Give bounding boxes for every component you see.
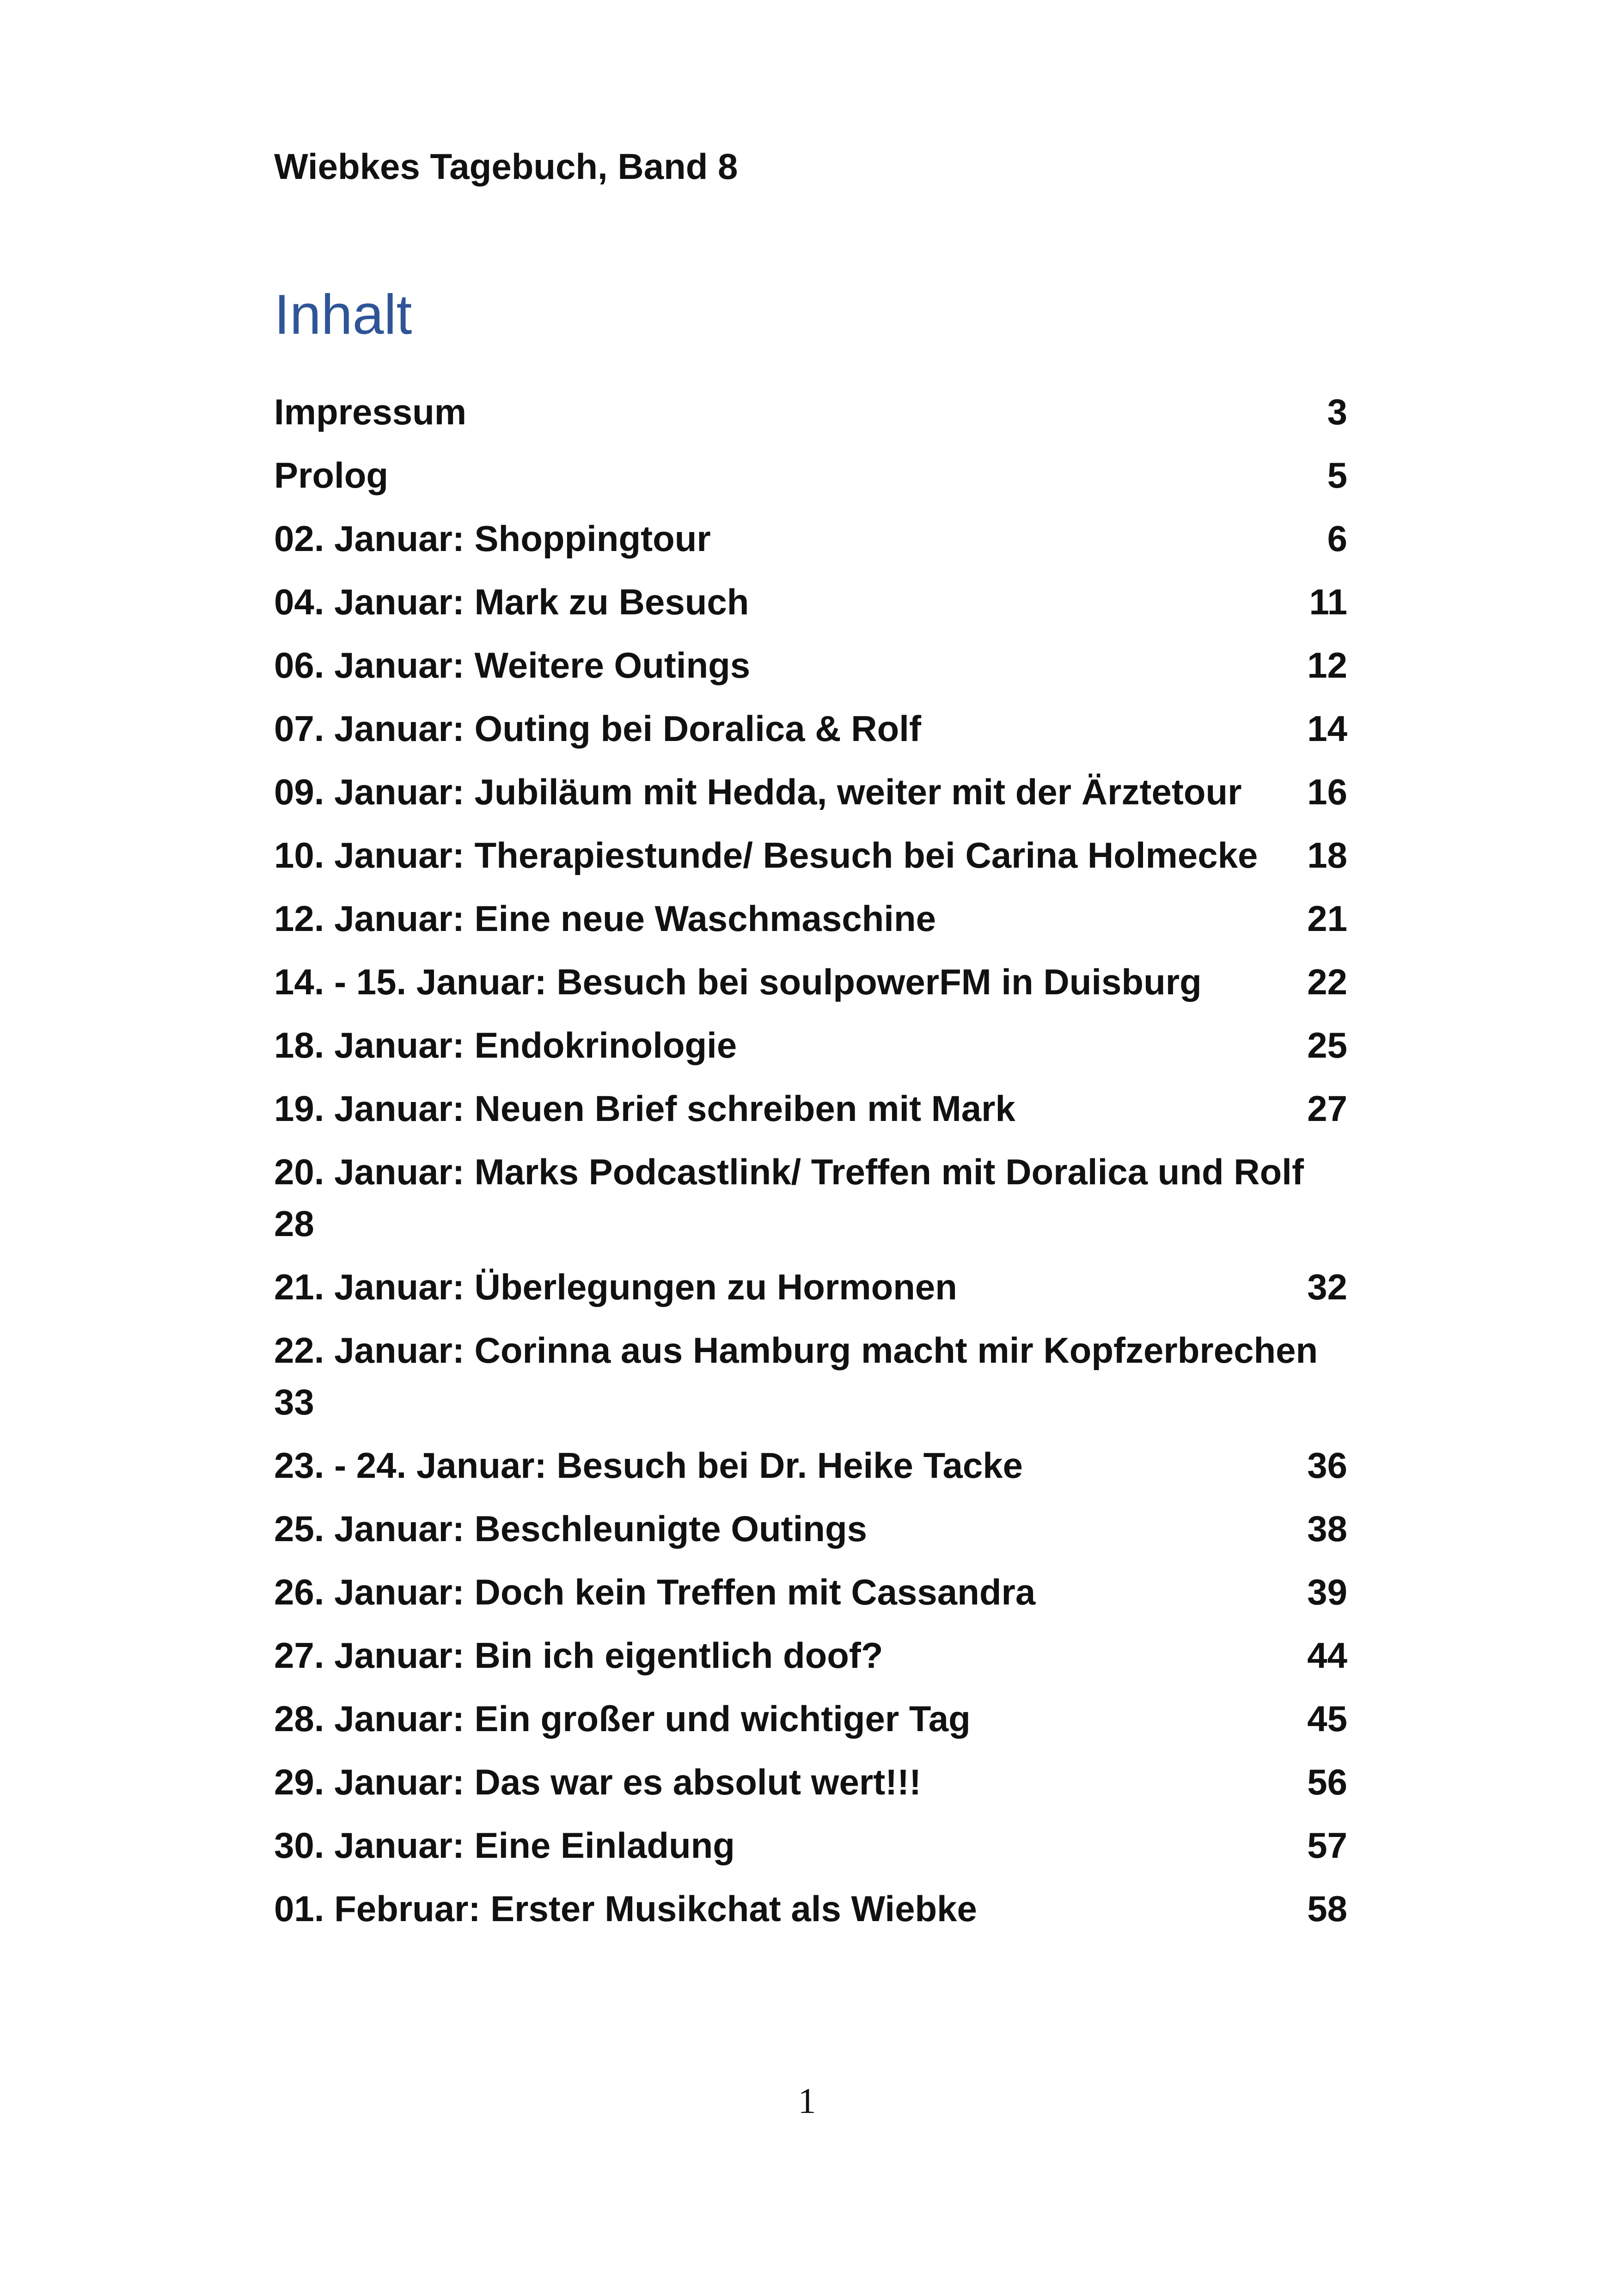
toc-entry-page: 57 xyxy=(1307,1825,1347,1866)
toc-entry-page: 38 xyxy=(1307,1508,1347,1549)
toc-entry-title: 26. Januar: Doch kein Treffen mit Cassandra xyxy=(274,1572,1036,1612)
toc-entry[interactable] xyxy=(274,1019,1347,1071)
toc-entry-title: 22. Januar: Corinna aus Hamburg macht mir Kopfzerbrechen xyxy=(274,1330,1318,1371)
toc-entry-page: 11 xyxy=(1309,582,1347,622)
toc-entry-page: 14 xyxy=(1307,708,1347,749)
toc-entry[interactable] xyxy=(274,766,1347,818)
toc-entry-page: 32 xyxy=(1307,1267,1347,1307)
toc-entry-title: 30. Januar: Eine Einladung xyxy=(274,1825,735,1866)
toc-entry-title: 09. Januar: Jubiläum mit Hedda, weiter mit der Ärztetour xyxy=(274,771,1242,812)
toc-entry-title: 20. Januar: Marks Podcastlink/ Treffen mit Doralica und Rolf xyxy=(274,1151,1304,1192)
toc-entry-title: 23. - 24. Januar: Besuch bei Dr. Heike Tacke xyxy=(274,1445,1023,1486)
toc-entry-title: 28. Januar: Ein großer und wichtiger Tag xyxy=(274,1698,971,1739)
toc-entry[interactable] xyxy=(274,893,1347,944)
toc-entry-title: 21. Januar: Überlegungen zu Hormonen xyxy=(274,1267,957,1307)
table-of-contents xyxy=(274,386,1347,1946)
toc-entry[interactable] xyxy=(274,449,1347,501)
toc-entry-title: 14. - 15. Januar: Besuch bei soulpowerFM in Duisburg xyxy=(274,961,1202,1002)
toc-entry-title: 18. Januar: Endokrinologie xyxy=(274,1025,737,1065)
toc-entry[interactable] xyxy=(274,576,1347,628)
toc-entry-page: 6 xyxy=(1327,518,1347,559)
toc-entry-page: 44 xyxy=(1307,1635,1347,1676)
toc-entry-page: 21 xyxy=(1307,898,1347,939)
toc-entry[interactable] xyxy=(274,1503,1347,1555)
toc-entry-page: 16 xyxy=(1307,771,1347,812)
toc-entry[interactable] xyxy=(274,703,1347,754)
toc-entry-title: 04. Januar: Mark zu Besuch xyxy=(274,582,749,622)
toc-entry[interactable] xyxy=(274,1693,1347,1745)
toc-entry-title: 10. Januar: Therapiestunde/ Besuch bei Carina Holmecke xyxy=(274,835,1258,876)
toc-entry-title: Impressum xyxy=(274,392,467,432)
toc-entry-title: 01. Februar: Erster Musikchat als Wiebke xyxy=(274,1888,977,1929)
toc-entry-title: 29. Januar: Das war es absolut wert!!! xyxy=(274,1762,922,1802)
toc-entry-title: 06. Januar: Weitere Outings xyxy=(274,645,751,686)
toc-entry-page: 45 xyxy=(1307,1698,1347,1739)
book-title: Wiebkes Tagebuch, Band 8 xyxy=(274,146,738,187)
page-number: 1 xyxy=(798,2081,816,2121)
toc-entry[interactable] xyxy=(274,956,1347,1008)
toc-entry[interactable] xyxy=(274,1566,1347,1618)
toc-entry[interactable] xyxy=(274,1146,1347,1249)
toc-entry-title: 12. Januar: Eine neue Waschmaschine xyxy=(274,898,936,939)
toc-entry-page: 3 xyxy=(1327,392,1347,432)
toc-entry[interactable] xyxy=(274,829,1347,881)
toc-entry[interactable] xyxy=(274,1883,1347,1935)
toc-entry[interactable] xyxy=(274,1439,1347,1491)
toc-entry-title: 07. Januar: Outing bei Doralica & Rolf xyxy=(274,708,921,749)
toc-entry-page: 5 xyxy=(1327,455,1347,496)
toc-entry-page: 22 xyxy=(1307,961,1347,1002)
toc-entry-page: 12 xyxy=(1307,645,1347,686)
toc-entry[interactable] xyxy=(274,1629,1347,1681)
toc-entry-page: 39 xyxy=(1307,1572,1347,1612)
toc-entry[interactable] xyxy=(274,1083,1347,1134)
toc-entry-title: 02. Januar: Shoppingtour xyxy=(274,518,711,559)
toc-entry-page: 56 xyxy=(1307,1762,1347,1802)
toc-entry-title: 19. Januar: Neuen Brief schreiben mit Mark xyxy=(274,1088,1015,1129)
toc-entry-page: 27 xyxy=(1307,1088,1347,1129)
toc-entry[interactable] xyxy=(274,1324,1347,1428)
toc-entry-page: 18 xyxy=(1307,835,1347,876)
toc-entry-page: 36 xyxy=(1307,1445,1347,1486)
toc-entry-title: 27. Januar: Bin ich eigentlich doof? xyxy=(274,1635,883,1676)
toc-heading: Inhalt xyxy=(274,283,412,346)
toc-entry-title: 25. Januar: Beschleunigte Outings xyxy=(274,1508,867,1549)
toc-entry-page: 58 xyxy=(1307,1888,1347,1929)
toc-entry[interactable] xyxy=(274,1261,1347,1313)
toc-entry-page: 33 xyxy=(274,1382,314,1422)
toc-entry[interactable] xyxy=(274,1819,1347,1871)
toc-entry[interactable] xyxy=(274,513,1347,564)
toc-entry[interactable] xyxy=(274,386,1347,438)
toc-entry-title: Prolog xyxy=(274,455,388,496)
toc-entry-page: 25 xyxy=(1307,1025,1347,1065)
toc-entry[interactable] xyxy=(274,639,1347,691)
toc-entry[interactable] xyxy=(274,1756,1347,1808)
toc-entry-page: 28 xyxy=(274,1203,314,1244)
